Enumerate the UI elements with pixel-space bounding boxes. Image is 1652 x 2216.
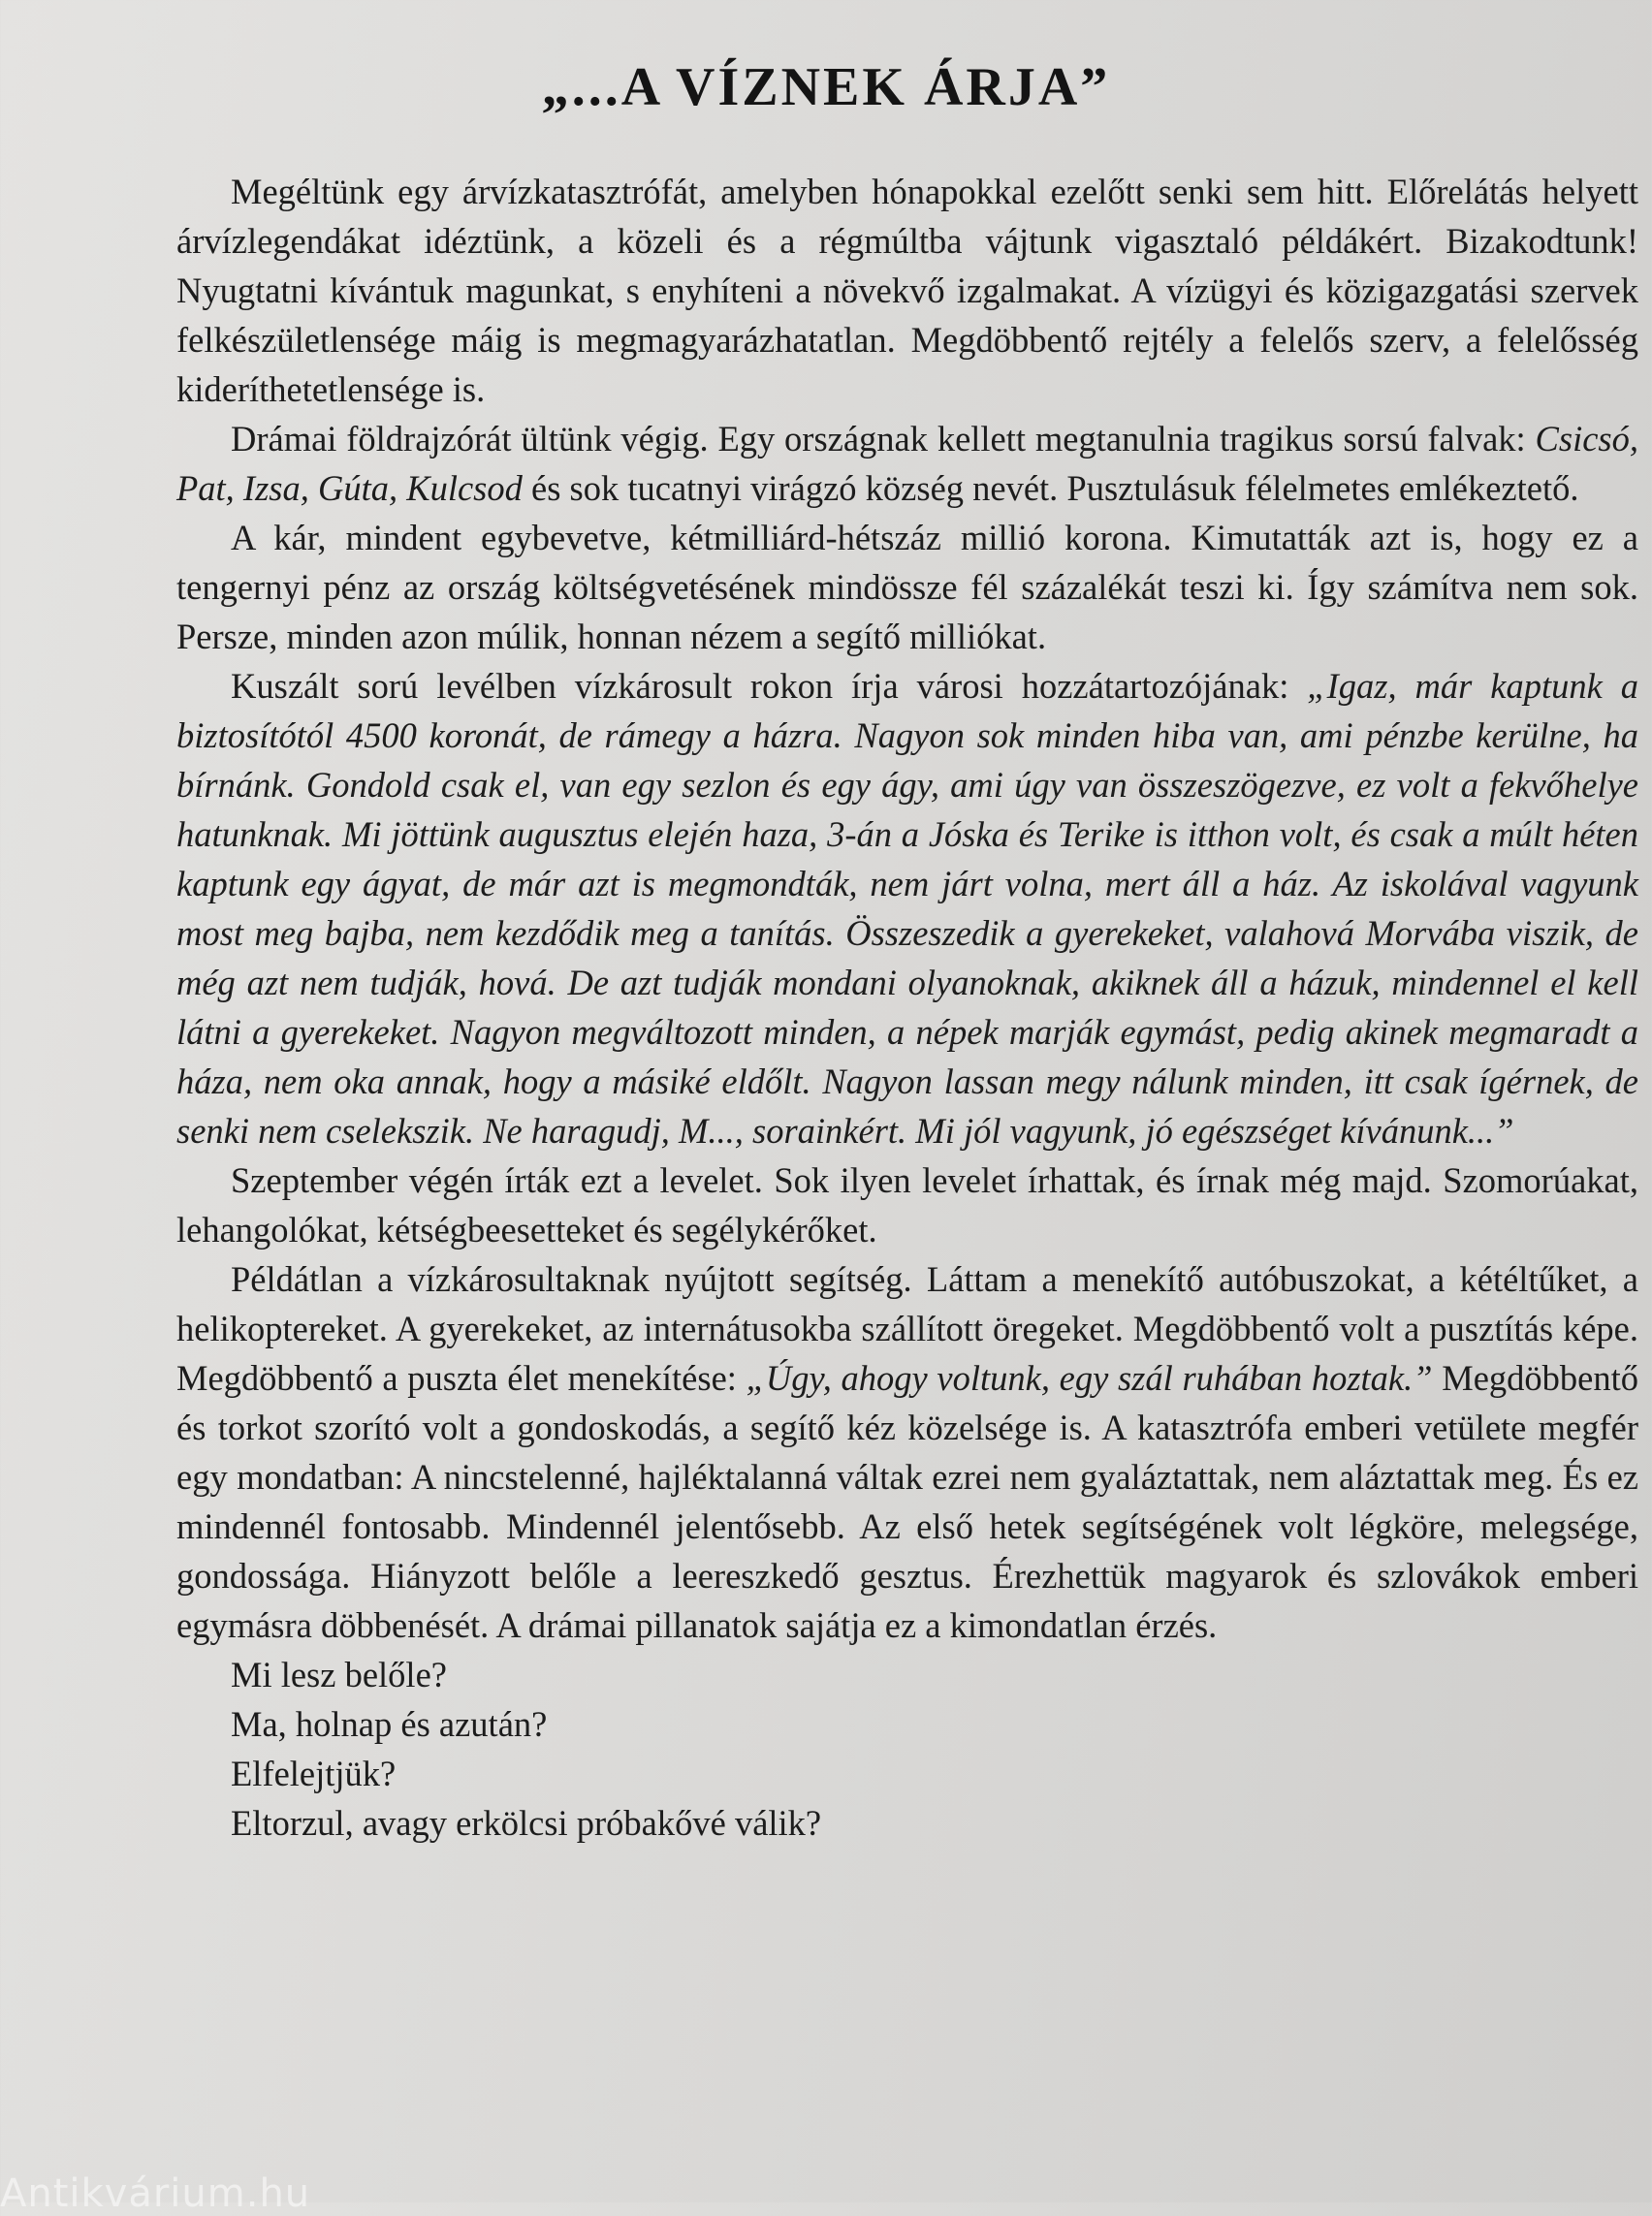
- paragraph-2: [176, 414, 1638, 513]
- paragraph-4: [176, 661, 1638, 1155]
- article-body: [176, 167, 1638, 1848]
- closing-line-4: Eltorzul, avagy erkölcsi próbakővé válik?: [231, 1803, 822, 1843]
- closing-line-2: Ma, holnap és azután?: [231, 1704, 548, 1744]
- paragraph-6-text-end: Megdöbbentő és torkot szorító volt a gondoskodás, a segítő kéz közelsége is. A katasztrófa emberi vetülete megfér egy mondatban: A nincstelenné, hajléktalanná váltak ezrei nem gyaláztattak, nem aláztattak meg. És ez mindennél fontosabb. Mindennél jelentősebb. Az első hetek segítségének volt légköre, melegsége, gondossága. Hiányzott belőle a leereszkedő gesztus. Érezhettük magyarok és szlovákok emberi egymásra döbbenését. A drámai pillanatok sajátja ez a kimondatlan érzés.: [176, 1358, 1638, 1645]
- paragraph-5: Szeptember végén írták ezt a levelet. Sok ilyen levelet írhattak, és írnak még majd. Szomorúakat, lehangolókat, kétségbeesetteket és segélykérőket.: [176, 1160, 1638, 1250]
- page-title: „...A VÍZNEK ÁRJA”: [541, 57, 1111, 117]
- paragraph-2-text-end: és sok tucatnyi virágzó község nevét. Pusztulásuk félelmetes emlékeztető.: [522, 468, 1579, 508]
- quoted-testimony: „Úgy, ahogy voltunk, egy szál ruhában hoztak.”: [746, 1358, 1433, 1398]
- paragraph-6-text-start: Példátlan a vízkárosultaknak nyújtott segítség. Láttam a menekítő autóbuszokat, a kétéltűket, a helikoptereket. A gyerekeket, az internátusokba szállított öregeket. Megdöbbentő volt a pusztítás képe. Megdöbbentő a puszta élet menekítése:: [176, 1259, 1638, 1398]
- paragraph-1: Megéltünk egy árvízkatasztrófát, amelyben hónapokkal ezelőtt senki sem hitt. Előrelátás helyett árvízlegendákat idéztünk, a közeli és a régmúltba vájtunk vigasztaló példákért. Bizakodtunk! Nyugtatni kívántuk magunkat, s enyhíteni a növekvő izgalmakat. A vízügyi és közigazgatási szervek felkészületlensége máig is megmagyarázhatatlan. Megdöbbentő rejtély a felelős szerv, a felelősség kideríthetetlensége is.: [176, 172, 1638, 409]
- watermark-text: Antikvárium.hu: [0, 2171, 311, 2216]
- paragraph-3: A kár, mindent egybevetve, kétmilliárd-hétszáz millió korona. Kimutatták azt is, hogy ez a tengernyi pénz az ország költségvetésének mindössze fél százalékát teszi ki. Így számítva nem sok. Persze, minden azon múlik, honnan nézem a segítő milliókat.: [176, 518, 1638, 656]
- paragraph-6: [176, 1254, 1638, 1650]
- closing-line-1: Mi lesz belőle?: [231, 1655, 447, 1694]
- paragraph-4-text-start: Kuszált sorú levélben vízkárosult rokon írja városi hozzátartozójának:: [231, 666, 1308, 706]
- closing-line-3: Elfelejtjük?: [231, 1754, 397, 1793]
- quoted-letter: „Igaz, már kaptunk a biztosítótól 4500 koronát, de rámegy a házra. Nagyon sok minden hiba van, ami pénzbe kerülne, ha bírnánk. Gondold csak el, van egy sezlon és egy ágy, ami úgy van összeszögezve, ez volt a fekvőhelye hatunknak. Mi jöttünk augusztus elején haza, 3-án a Jóska és Terike is itthon volt, és csak a múlt héten kaptunk egy ágyat, de már azt is megmondták, nem járt volna, mert áll a ház. Az iskolával vagyunk most meg bajba, nem kezdődik meg a tanítás. Összeszedik a gyerekeket, valahová Morvába viszik, de még azt nem tudják, hová. De azt tudják mondani olyanoknak, akiknek áll a házuk, mindennel el kell látni a gyerekeket. Nagyon megváltozott minden, a népek marják egymást, pedig akinek megmaradt a háza, nem oka annak, hogy a másiké eldőlt. Nagyon lassan megy nálunk minden, itt csak ígérnek, de senki nem cselekszik. Ne haragudj, M..., sorainkért. Mi jól vagyunk, jó egészséget kívánunk...”: [176, 666, 1638, 1151]
- paragraph-2-text-start: Drámai földrajzórát ültünk végig. Egy országnak kellett megtanulnia tragikus sorsú falvak:: [231, 419, 1536, 459]
- village-names: Csicsó, Pat, Izsa, Gúta, Kulcsod: [176, 419, 1638, 508]
